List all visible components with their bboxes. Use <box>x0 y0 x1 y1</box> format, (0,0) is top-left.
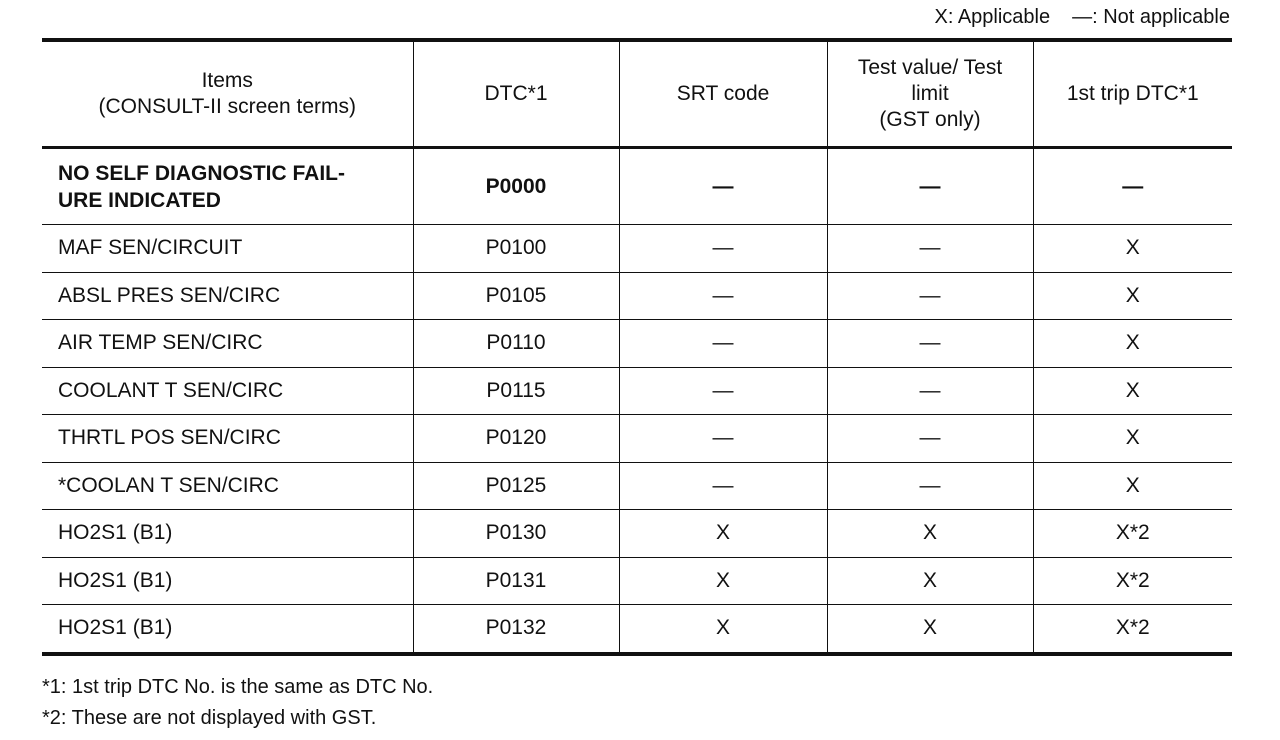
row-srt: — <box>619 462 827 510</box>
header-test-line2: limit <box>911 82 949 105</box>
row-test: X <box>827 557 1033 605</box>
row-item: HO2S1 (B1) <box>42 510 413 558</box>
row-item-line1: NO SELF DIAGNOSTIC FAIL- <box>58 161 345 185</box>
row-test: — <box>827 415 1033 463</box>
row-trip: X <box>1033 462 1232 510</box>
row-dtc: P0000 <box>413 148 619 225</box>
row-dtc: P0131 <box>413 557 619 605</box>
row-trip: X <box>1033 272 1232 320</box>
row-srt: — <box>619 225 827 273</box>
row-item: ABSL PRES SEN/CIRC <box>42 272 413 320</box>
footnotes <box>42 672 433 734</box>
row-item: HO2S1 (B1) <box>42 605 413 654</box>
row-srt: — <box>619 415 827 463</box>
table-row <box>42 225 1232 273</box>
row-srt: X <box>619 605 827 654</box>
row-srt: — <box>619 320 827 368</box>
row-item: AIR TEMP SEN/CIRC <box>42 320 413 368</box>
row-test: — <box>827 462 1033 510</box>
row-item: THRTL POS SEN/CIRC <box>42 415 413 463</box>
dtc-table <box>42 38 1232 656</box>
row-trip: X <box>1033 225 1232 273</box>
row-test: X <box>827 510 1033 558</box>
row-dtc: P0120 <box>413 415 619 463</box>
row-srt: — <box>619 272 827 320</box>
row-item: COOLANT T SEN/CIRC <box>42 367 413 415</box>
table-row <box>42 415 1232 463</box>
row-test: — <box>827 272 1033 320</box>
row-item: HO2S1 (B1) <box>42 557 413 605</box>
header-test-line1: Test value/ Test <box>857 56 1003 79</box>
row-item <box>42 148 413 225</box>
table-row <box>42 320 1232 368</box>
table-row <box>42 367 1232 415</box>
row-test: — <box>827 367 1033 415</box>
table-row <box>42 462 1232 510</box>
row-dtc: P0105 <box>413 272 619 320</box>
footnote-1: *1: 1st trip DTC No. is the same as DTC No. <box>42 676 434 698</box>
row-trip: X*2 <box>1033 605 1232 654</box>
row-dtc: P0100 <box>413 225 619 273</box>
row-dtc: P0132 <box>413 605 619 654</box>
row-item-line2: URE INDICATED <box>58 188 221 212</box>
header-items-line2: (CONSULT-II screen terms) <box>98 95 356 118</box>
row-test: — <box>827 148 1033 225</box>
footnote-2: *2: These are not displayed with GST. <box>42 707 377 729</box>
table-row <box>42 605 1232 654</box>
header-items-line1: Items <box>201 69 253 92</box>
row-trip: X <box>1033 367 1232 415</box>
row-srt: X <box>619 510 827 558</box>
row-trip: X <box>1033 415 1232 463</box>
row-item: *COOLAN T SEN/CIRC <box>42 462 413 510</box>
row-trip: X <box>1033 320 1232 368</box>
row-test: — <box>827 320 1033 368</box>
row-trip: — <box>1033 148 1232 225</box>
row-dtc: P0110 <box>413 320 619 368</box>
row-srt: — <box>619 367 827 415</box>
row-trip: X*2 <box>1033 557 1232 605</box>
table-row <box>42 510 1232 558</box>
row-trip: X*2 <box>1033 510 1232 558</box>
row-test: X <box>827 605 1033 654</box>
header-dtc: DTC*1 <box>413 40 619 148</box>
row-dtc: P0130 <box>413 510 619 558</box>
header-test-value <box>827 40 1033 148</box>
row-item: MAF SEN/CIRCUIT <box>42 225 413 273</box>
legend-not-applicable: —: Not applicable <box>1072 6 1230 28</box>
table-row <box>42 272 1232 320</box>
header-srt-code: SRT code <box>619 40 827 148</box>
header-first-trip-dtc: 1st trip DTC*1 <box>1033 40 1232 148</box>
row-srt: X <box>619 557 827 605</box>
row-dtc: P0115 <box>413 367 619 415</box>
table-header-row <box>42 40 1232 148</box>
row-test: — <box>827 225 1033 273</box>
table-row <box>42 148 1232 225</box>
legend-applicable: X: Applicable <box>934 6 1051 28</box>
header-test-line3: (GST only) <box>879 108 981 131</box>
table-row <box>42 557 1232 605</box>
row-srt: — <box>619 148 827 225</box>
legend <box>934 6 1230 29</box>
header-items <box>42 40 413 148</box>
row-dtc: P0125 <box>413 462 619 510</box>
